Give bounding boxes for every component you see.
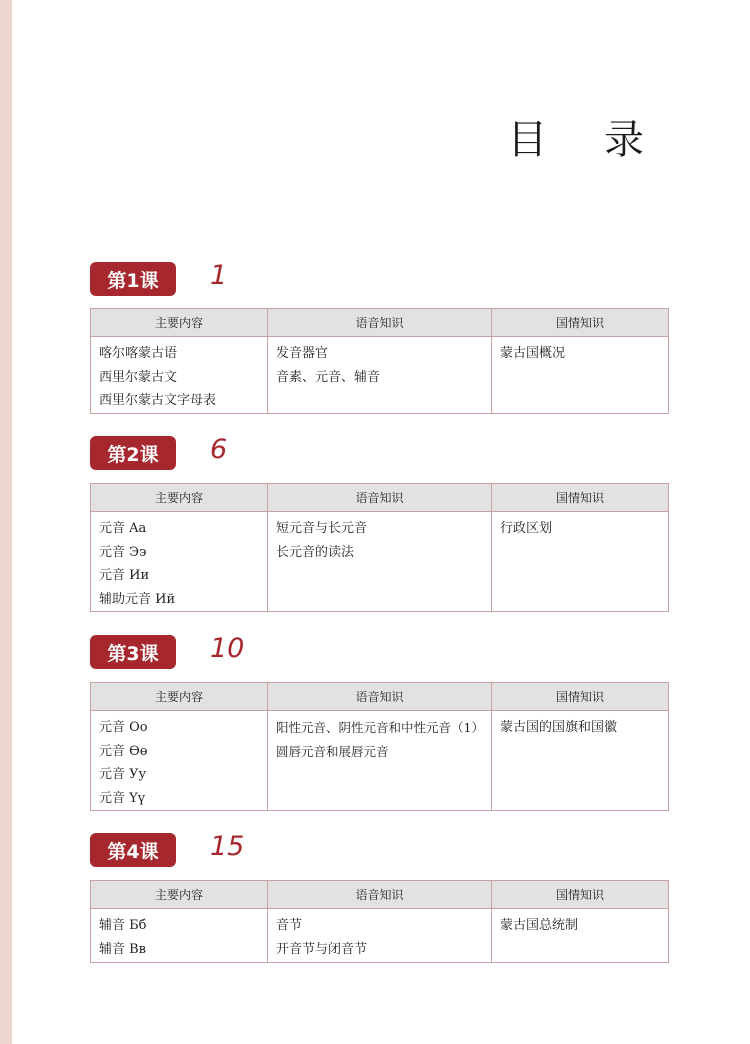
phonetics-cell bbox=[268, 512, 492, 612]
lesson-3-section bbox=[90, 633, 668, 806]
lesson-page-number: 1 bbox=[210, 260, 228, 291]
phonetics-cell bbox=[268, 711, 492, 811]
list-item: 圆唇元音和展唇元音 bbox=[276, 743, 389, 759]
column-header-country: 国情知识 bbox=[492, 484, 669, 512]
column-header-main: 主要内容 bbox=[91, 484, 268, 512]
column-header-phonetics: 语音知识 bbox=[268, 683, 492, 711]
lesson-1-section bbox=[90, 260, 668, 408]
lesson-table bbox=[90, 483, 669, 612]
column-header-phonetics: 语音知识 bbox=[268, 881, 492, 909]
list-item: 元音 Ээ bbox=[99, 544, 147, 560]
list-item: 长元音的读法 bbox=[276, 544, 355, 560]
list-item: 音素、元音、辅音 bbox=[276, 369, 381, 385]
page-title: 目 录 bbox=[507, 117, 666, 163]
list-item: 喀尔喀蒙古语 bbox=[99, 346, 178, 361]
list-item: 阳性元音、阴性元音和中性元音（1） bbox=[276, 720, 484, 735]
lesson-page-number: 6 bbox=[210, 434, 228, 465]
list-item: 蒙古国的国旗和国徽 bbox=[500, 720, 618, 735]
column-header-main: 主要内容 bbox=[91, 683, 268, 711]
list-item: 蒙古国概况 bbox=[500, 346, 566, 361]
list-item: 元音 Ии bbox=[99, 568, 150, 583]
list-item: 辅音 Бб bbox=[99, 918, 147, 933]
country-cell bbox=[492, 512, 669, 612]
phonetics-cell bbox=[268, 909, 492, 963]
lesson-page-number: 10 bbox=[210, 633, 245, 664]
lesson-badge: 第1课 bbox=[90, 262, 176, 296]
list-item: 音节 bbox=[276, 918, 303, 933]
list-item: 西里尔蒙古文字母表 bbox=[99, 393, 217, 408]
list-item: 开音节与闭音节 bbox=[276, 941, 368, 957]
list-item: 辅音 Вв bbox=[99, 941, 147, 957]
list-item: 蒙古国总统制 bbox=[500, 918, 579, 933]
column-header-main: 主要内容 bbox=[91, 309, 268, 337]
main-content-cell bbox=[91, 711, 268, 811]
country-cell bbox=[492, 711, 669, 811]
list-item: 元音 Уу bbox=[99, 767, 147, 782]
country-cell bbox=[492, 909, 669, 963]
lesson-badge: 第2课 bbox=[90, 436, 176, 470]
column-header-country: 国情知识 bbox=[492, 309, 669, 337]
list-item: 短元音与长元音 bbox=[276, 521, 368, 536]
lesson-badge: 第4课 bbox=[90, 833, 176, 867]
lesson-page-number: 15 bbox=[210, 831, 245, 862]
main-content-cell bbox=[91, 337, 268, 414]
lesson-badge: 第3课 bbox=[90, 635, 176, 669]
lesson-4-section bbox=[90, 831, 668, 957]
list-item: 发音器官 bbox=[276, 346, 329, 361]
main-content-cell bbox=[91, 512, 268, 612]
main-content-cell bbox=[91, 909, 268, 963]
list-item: 元音 Aa bbox=[99, 521, 147, 536]
list-item: 辅助元音 Ий bbox=[99, 591, 176, 607]
lesson-table bbox=[90, 308, 669, 414]
list-item: 西里尔蒙古文 bbox=[99, 369, 178, 385]
column-header-main: 主要内容 bbox=[91, 881, 268, 909]
column-header-phonetics: 语音知识 bbox=[268, 484, 492, 512]
column-header-phonetics: 语音知识 bbox=[268, 309, 492, 337]
page-edge-strip bbox=[0, 0, 12, 1044]
lesson-2-section bbox=[90, 434, 668, 607]
list-item: 行政区划 bbox=[500, 521, 553, 536]
column-header-country: 国情知识 bbox=[492, 683, 669, 711]
phonetics-cell bbox=[268, 337, 492, 414]
lesson-table bbox=[90, 880, 669, 963]
column-header-country: 国情知识 bbox=[492, 881, 669, 909]
list-item: 元音 Өө bbox=[99, 743, 148, 759]
country-cell bbox=[492, 337, 669, 414]
list-item: 元音 Oo bbox=[99, 720, 148, 735]
lesson-table bbox=[90, 682, 669, 811]
list-item: 元音 Үү bbox=[99, 790, 146, 806]
